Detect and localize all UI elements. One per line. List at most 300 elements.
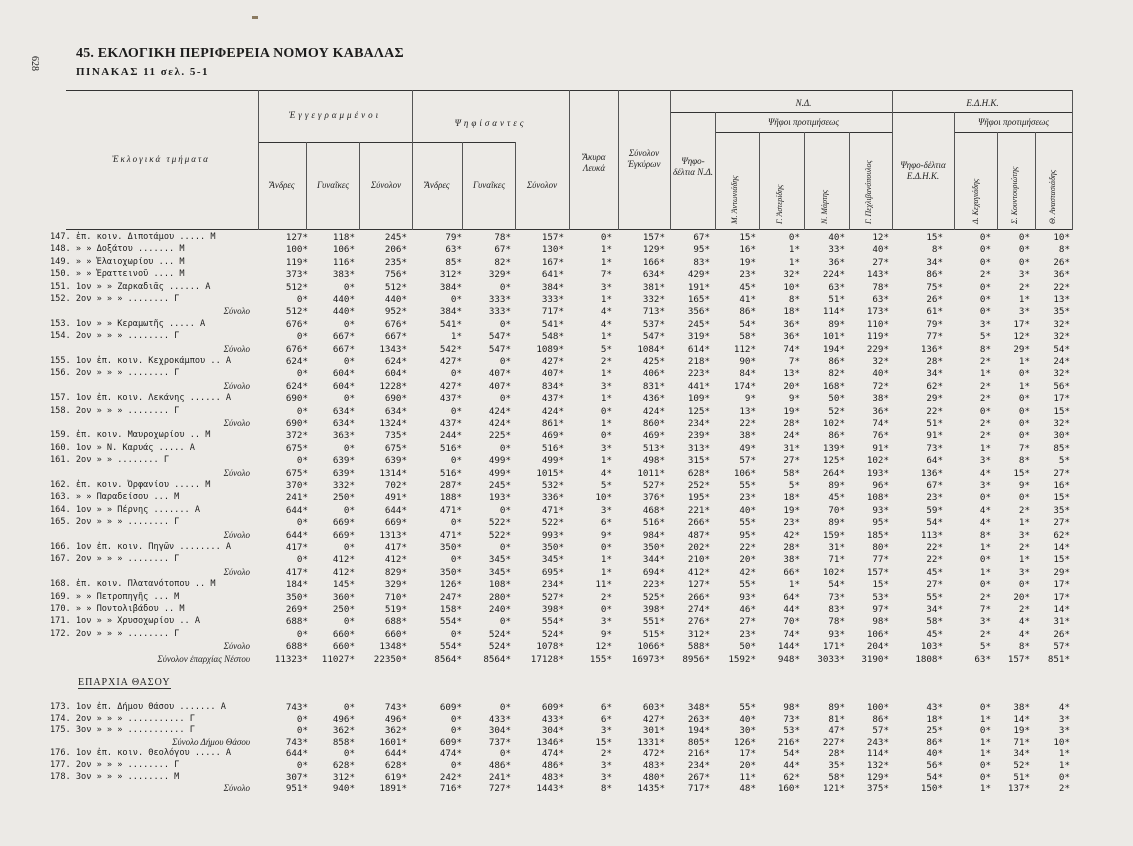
row-value: 1078*: [536, 641, 564, 653]
table-row: [50, 517, 1090, 528]
row-value: 31*: [783, 442, 800, 454]
row-value: 4*: [979, 467, 991, 479]
row-value: 193*: [866, 467, 889, 479]
row-value: 234*: [687, 418, 710, 429]
row-label: 157. 1ον ἐπ. κοιν. Λεκάνης ...... Α: [50, 393, 232, 404]
row-value: 158*: [439, 604, 462, 615]
row-value: 1*: [979, 368, 991, 380]
row-value: 1*: [979, 783, 991, 795]
header-edik-candidate-2: Σ. Κουντουριώτης: [1010, 166, 1019, 224]
row-value: 108*: [866, 492, 889, 504]
row-value: 45*: [926, 628, 943, 640]
row-value: 194*: [687, 725, 710, 737]
row-value: 50*: [739, 641, 756, 653]
table-row: [50, 492, 1090, 503]
row-value: 36*: [1053, 269, 1070, 281]
row-value: 78*: [494, 232, 511, 243]
row-value: 1*: [788, 579, 800, 591]
table-row: [50, 430, 1090, 441]
row-value: 0*: [499, 542, 511, 553]
row-value: 274*: [687, 604, 710, 615]
row-value: 52*: [1013, 760, 1030, 771]
row-value: 184*: [285, 579, 308, 591]
row-value: 18*: [926, 713, 943, 725]
table-row: [50, 592, 1090, 603]
row-value: 8*: [600, 783, 612, 795]
row-value: 40*: [739, 504, 756, 516]
row-value: 541*: [541, 318, 564, 330]
row-value: 0*: [450, 455, 462, 467]
row-value: 0*: [979, 232, 991, 243]
row-value: 63*: [872, 294, 889, 305]
row-value: 427*: [439, 380, 462, 392]
row-value: 675*: [285, 442, 308, 454]
table-row: [50, 257, 1090, 268]
row-value: 23*: [926, 492, 943, 504]
row-value: 0*: [788, 232, 800, 243]
header-edik-ballots: Ψηφο-δέλτια Ε.Δ.Η.Κ.: [900, 160, 946, 181]
table-row: [50, 702, 1090, 713]
row-value: 0*: [450, 368, 462, 380]
table-total-row: [50, 641, 1090, 652]
row-value: 83*: [693, 256, 710, 268]
row-value: 194*: [822, 343, 845, 355]
row-value: 106*: [733, 467, 756, 479]
row-value: 1592*: [728, 653, 756, 665]
row-value: 427*: [642, 713, 665, 725]
row-value: 3*: [1018, 566, 1030, 578]
row-value: 471*: [439, 504, 462, 516]
row-value: 71*: [828, 554, 845, 566]
row-value: 2*: [1018, 604, 1030, 615]
row-value: 604*: [332, 368, 355, 380]
row-value: 45*: [739, 281, 756, 293]
row-label: 150. » » Ἐραττεινοῦ .... Μ: [50, 269, 185, 280]
row-value: 499*: [541, 455, 564, 467]
row-value: 0*: [600, 430, 612, 442]
row-value: 50*: [828, 393, 845, 405]
row-value: 0*: [296, 725, 308, 737]
row-value: 0*: [600, 542, 612, 553]
table-total-row: [50, 468, 1090, 479]
header-nd-candidate-1: Μ. Ἀντωνιάδης: [730, 175, 739, 224]
row-value: 22*: [739, 418, 756, 429]
row-label: 176. 1ον ἐπ. κοιν. Θεολόγου ..... Α: [50, 748, 232, 759]
row-value: 43*: [926, 702, 943, 713]
row-value: 82*: [828, 368, 845, 380]
row-value: 55*: [739, 517, 756, 529]
row-value: 829*: [384, 566, 407, 578]
header-vline: [359, 142, 360, 230]
header-vline: [1035, 132, 1036, 230]
row-value: 373*: [285, 269, 308, 281]
row-value: 522*: [541, 517, 564, 529]
row-value: 35*: [1053, 504, 1070, 516]
row-value: 1324*: [379, 418, 407, 429]
row-value: 437*: [439, 393, 462, 405]
row-value: 2*: [979, 380, 991, 392]
row-value: 2*: [979, 393, 991, 405]
row-value: 345*: [488, 566, 511, 578]
table-row: [50, 443, 1090, 454]
row-value: 66*: [783, 566, 800, 578]
table-header: [66, 90, 1073, 230]
header-reg-women: Γυναῖκες: [317, 180, 349, 190]
row-value: 98*: [872, 616, 889, 628]
row-value: 59*: [926, 504, 943, 516]
row-value: 77*: [872, 554, 889, 566]
row-value: 480*: [642, 771, 665, 783]
row-value: 437*: [439, 418, 462, 429]
row-value: 245*: [488, 480, 511, 491]
row-value: 30*: [739, 725, 756, 737]
header-districts: Ἐκλογικά τμήματα: [112, 154, 210, 164]
row-value: 168*: [822, 380, 845, 392]
row-value: 3*: [600, 442, 612, 454]
row-value: 350*: [541, 542, 564, 553]
row-value: 19*: [739, 256, 756, 268]
row-label: 166. 1ον ἐπ. κοιν. Πηγῶν ........ Α: [50, 542, 232, 552]
row-value: 951*: [285, 783, 308, 795]
row-value: 70*: [783, 616, 800, 628]
row-value: 547*: [488, 331, 511, 343]
row-value: 10*: [783, 281, 800, 293]
header-voted-women: Γυναῖκες: [473, 180, 505, 190]
row-value: 660*: [332, 628, 355, 640]
row-label: Σύνολο: [223, 566, 250, 577]
row-value: 15*: [872, 579, 889, 591]
row-value: 8*: [1018, 455, 1030, 467]
row-value: 276*: [687, 616, 710, 628]
row-value: 49*: [739, 442, 756, 454]
row-value: 717*: [687, 783, 710, 795]
row-value: 333*: [488, 306, 511, 318]
row-value: 157*: [866, 566, 889, 578]
row-value: 619*: [384, 771, 407, 783]
row-value: 639*: [332, 467, 355, 479]
row-value: 20*: [1013, 591, 1030, 603]
row-value: 136*: [920, 467, 943, 479]
row-value: 471*: [541, 504, 564, 516]
row-value: 441*: [687, 380, 710, 392]
row-value: 332*: [332, 480, 355, 491]
row-value: 676*: [384, 318, 407, 330]
row-value: 1*: [600, 256, 612, 268]
row-value: 210*: [687, 554, 710, 566]
row-value: 51*: [1013, 771, 1030, 783]
row-value: 102*: [822, 418, 845, 429]
row-label: Σύνολο: [223, 641, 250, 652]
row-value: 15*: [595, 736, 612, 748]
row-value: 0*: [499, 318, 511, 330]
row-value: 0*: [343, 504, 355, 516]
row-value: 12*: [1013, 331, 1030, 343]
row-value: 15*: [926, 232, 943, 243]
row-value: 304*: [541, 725, 564, 737]
row-value: 0*: [450, 517, 462, 529]
table-row: [50, 725, 1090, 736]
row-value: 1*: [600, 418, 612, 429]
row-value: 0*: [979, 771, 991, 783]
row-value: 206*: [384, 244, 407, 256]
row-value: 690*: [384, 393, 407, 405]
row-value: 858*: [332, 736, 355, 748]
row-value: 9*: [600, 628, 612, 640]
header-vline: [412, 90, 413, 230]
row-value: 157*: [1007, 653, 1030, 665]
row-label: Σύνολο: [223, 343, 250, 354]
header-edik-pref-rule: [954, 132, 1073, 133]
row-value: 486*: [541, 760, 564, 771]
row-value: 474*: [541, 748, 564, 760]
row-value: 375*: [866, 783, 889, 795]
row-value: 247*: [439, 591, 462, 603]
row-label: 174. 2ον » » » ........... Γ: [50, 713, 195, 724]
row-value: 336*: [541, 492, 564, 504]
row-value: 525*: [642, 591, 665, 603]
row-value: 5*: [1058, 455, 1070, 467]
row-value: 130*: [541, 244, 564, 256]
row-value: 67*: [494, 244, 511, 256]
row-label: 160. 1ον » Ν. Καρυάς ..... Α: [50, 442, 195, 453]
row-value: 57*: [739, 455, 756, 467]
row-value: 74*: [872, 418, 889, 429]
row-value: 23*: [783, 517, 800, 529]
row-value: 0*: [343, 702, 355, 713]
header-vline: [759, 132, 760, 230]
row-value: 77*: [926, 331, 943, 343]
row-value: 344*: [642, 554, 665, 566]
table-row: [50, 554, 1090, 565]
row-value: 84*: [739, 368, 756, 380]
row-value: 398*: [541, 604, 564, 615]
row-value: 53*: [783, 725, 800, 737]
header-nd-preference: Ψῆφοι προτιμήσεως: [767, 117, 840, 127]
row-value: 861*: [541, 418, 564, 429]
row-value: 0*: [979, 405, 991, 417]
row-value: 46*: [739, 604, 756, 615]
row-value: 63*: [445, 244, 462, 256]
row-value: 35*: [1053, 306, 1070, 318]
row-value: 95*: [872, 517, 889, 529]
row-value: 350*: [439, 542, 462, 553]
row-value: 417*: [384, 542, 407, 553]
row-value: 108*: [488, 579, 511, 591]
row-value: 483*: [541, 771, 564, 783]
row-value: 429*: [687, 269, 710, 281]
row-value: 624*: [285, 356, 308, 367]
row-value: 221*: [687, 504, 710, 516]
row-label: 149. » » Ἐλαιοχωρίου ... Μ: [50, 256, 185, 267]
row-value: 8*: [979, 529, 991, 541]
row-value: 370*: [285, 480, 308, 491]
row-value: 17*: [1053, 579, 1070, 591]
row-label: 163. » » Παραδείσου ... Μ: [50, 492, 180, 503]
row-value: 524*: [488, 628, 511, 640]
row-label: 165. 2ον » » » ........ Γ: [50, 517, 180, 528]
header-valid-total: Σύνολον Ἐγκύρων: [627, 148, 661, 169]
row-label: 151. 1ον » » Ζαρκαδιᾶς ...... Α: [50, 281, 211, 292]
row-value: 18*: [783, 306, 800, 318]
row-value: 2*: [600, 591, 612, 603]
row-value: 155*: [589, 653, 612, 665]
row-value: 22*: [926, 554, 943, 566]
row-value: 100*: [866, 702, 889, 713]
row-value: 7*: [788, 356, 800, 367]
row-value: 609*: [541, 702, 564, 713]
row-value: 0*: [979, 294, 991, 305]
row-value: 227*: [822, 736, 845, 748]
row-value: 4*: [600, 467, 612, 479]
row-value: 363*: [332, 430, 355, 442]
row-value: 22*: [739, 542, 756, 553]
row-value: 624*: [285, 380, 308, 392]
row-value: 102*: [822, 566, 845, 578]
row-value: 23*: [739, 269, 756, 281]
row-label: 170. » » Ποντολιβάδου .. Μ: [50, 604, 185, 614]
row-value: 53*: [872, 591, 889, 603]
row-value: 0*: [296, 628, 308, 640]
row-value: 3*: [1058, 713, 1070, 725]
header-vline: [954, 112, 955, 230]
row-label: 167. 2ον » » » ........ Γ: [50, 554, 180, 565]
row-value: 27*: [739, 616, 756, 628]
row-value: 424*: [488, 418, 511, 429]
row-value: 83*: [828, 604, 845, 615]
row-value: 136*: [920, 343, 943, 355]
row-value: 22*: [926, 542, 943, 553]
row-value: 100*: [285, 244, 308, 256]
row-value: 125*: [822, 455, 845, 467]
row-label: Σύνολο: [223, 529, 250, 540]
row-value: 244*: [439, 430, 462, 442]
row-value: 10*: [595, 492, 612, 504]
row-value: 216*: [777, 736, 800, 748]
row-label: 173. 1ον ἐπ. Δήμου Θάσου ....... Α: [50, 702, 226, 712]
row-label: 168. ἐπ. κοιν. Πλατανότοπου .. Μ: [50, 579, 216, 590]
row-value: 333*: [541, 294, 564, 305]
row-value: 239*: [687, 430, 710, 442]
row-value: 1*: [979, 542, 991, 553]
row-value: 0*: [450, 554, 462, 566]
row-value: 0*: [1018, 492, 1030, 504]
row-value: 2*: [1018, 542, 1030, 553]
row-value: 33*: [828, 244, 845, 256]
row-value: 9*: [600, 529, 612, 541]
row-value: 0*: [296, 713, 308, 725]
header-vline: [462, 142, 463, 230]
header-nd-candidate-2: Γ. Ἀστερίδης: [775, 184, 784, 224]
row-value: 0*: [979, 725, 991, 737]
row-value: 54*: [739, 318, 756, 330]
row-value: 51*: [828, 294, 845, 305]
row-value: 28*: [783, 418, 800, 429]
row-value: 160*: [777, 783, 800, 795]
row-value: 527*: [541, 591, 564, 603]
header-vline: [715, 112, 716, 230]
row-value: 516*: [541, 442, 564, 454]
row-value: 266*: [687, 591, 710, 603]
row-value: 474*: [439, 748, 462, 760]
row-value: 993*: [541, 529, 564, 541]
row-value: 52*: [828, 405, 845, 417]
row-value: 614*: [687, 343, 710, 355]
row-value: 412*: [687, 566, 710, 578]
row-value: 0*: [450, 294, 462, 305]
table-row: [50, 232, 1090, 243]
row-value: 8564*: [483, 653, 511, 665]
row-value: 5*: [600, 343, 612, 355]
row-value: 57*: [872, 725, 889, 737]
row-value: 12*: [872, 232, 889, 243]
row-label: Σύνολο Δήμου Θάσου: [172, 736, 250, 747]
row-value: 516*: [439, 442, 462, 454]
row-value: 4*: [600, 306, 612, 318]
row-value: 143*: [866, 269, 889, 281]
row-value: 554*: [439, 641, 462, 653]
row-value: 0*: [499, 504, 511, 516]
row-value: 0*: [1018, 430, 1030, 442]
row-value: 20*: [739, 760, 756, 771]
row-value: 28*: [926, 356, 943, 367]
row-value: 3033*: [817, 653, 845, 665]
row-value: 91*: [872, 442, 889, 454]
row-value: 95*: [693, 244, 710, 256]
row-value: 72*: [872, 380, 889, 392]
row-value: 644*: [384, 748, 407, 760]
row-value: 669*: [332, 517, 355, 529]
row-value: 350*: [642, 542, 665, 553]
row-value: 40*: [739, 713, 756, 725]
row-value: 604*: [332, 380, 355, 392]
row-value: 243*: [866, 736, 889, 748]
row-value: 5*: [979, 641, 991, 653]
row-value: 1*: [788, 244, 800, 256]
row-label: 147. ἐπ. κοιν. Διποτάμου ..... Μ: [50, 232, 216, 242]
row-value: 0*: [450, 405, 462, 417]
row-value: 193*: [488, 492, 511, 504]
row-value: 496*: [332, 713, 355, 725]
row-value: 8*: [788, 294, 800, 305]
row-value: 27*: [1053, 467, 1070, 479]
row-value: 204*: [866, 641, 889, 653]
row-value: 551*: [642, 616, 665, 628]
row-value: 634*: [332, 405, 355, 417]
row-value: 376*: [642, 492, 665, 504]
row-value: 727*: [488, 783, 511, 795]
row-value: 34*: [926, 256, 943, 268]
row-label: 153. 1ον » » Κεραμωτῆς ..... Α: [50, 318, 206, 329]
row-value: 3*: [600, 760, 612, 771]
row-value: 89*: [828, 480, 845, 491]
row-value: 269*: [285, 604, 308, 615]
row-value: 694*: [642, 566, 665, 578]
row-value: 17*: [1053, 591, 1070, 603]
row-value: 516*: [439, 467, 462, 479]
document-title: 45. ΕΚΛΟΓΙΚΗ ΠΕΡΙΦΕΡΕΙΑ ΝΟΜΟΥ ΚΑΒΑΛΑΣ: [76, 46, 404, 61]
row-value: 427*: [439, 356, 462, 367]
row-value: 11027*: [321, 653, 355, 665]
row-value: 468*: [642, 504, 665, 516]
row-value: 44*: [783, 604, 800, 615]
page-number: 628: [29, 56, 40, 71]
row-value: 372*: [285, 430, 308, 442]
row-value: 609*: [439, 736, 462, 748]
row-label: Σύνολο: [223, 306, 250, 317]
row-value: 20*: [739, 554, 756, 566]
row-value: 17128*: [530, 653, 564, 665]
row-value: 89*: [828, 318, 845, 330]
